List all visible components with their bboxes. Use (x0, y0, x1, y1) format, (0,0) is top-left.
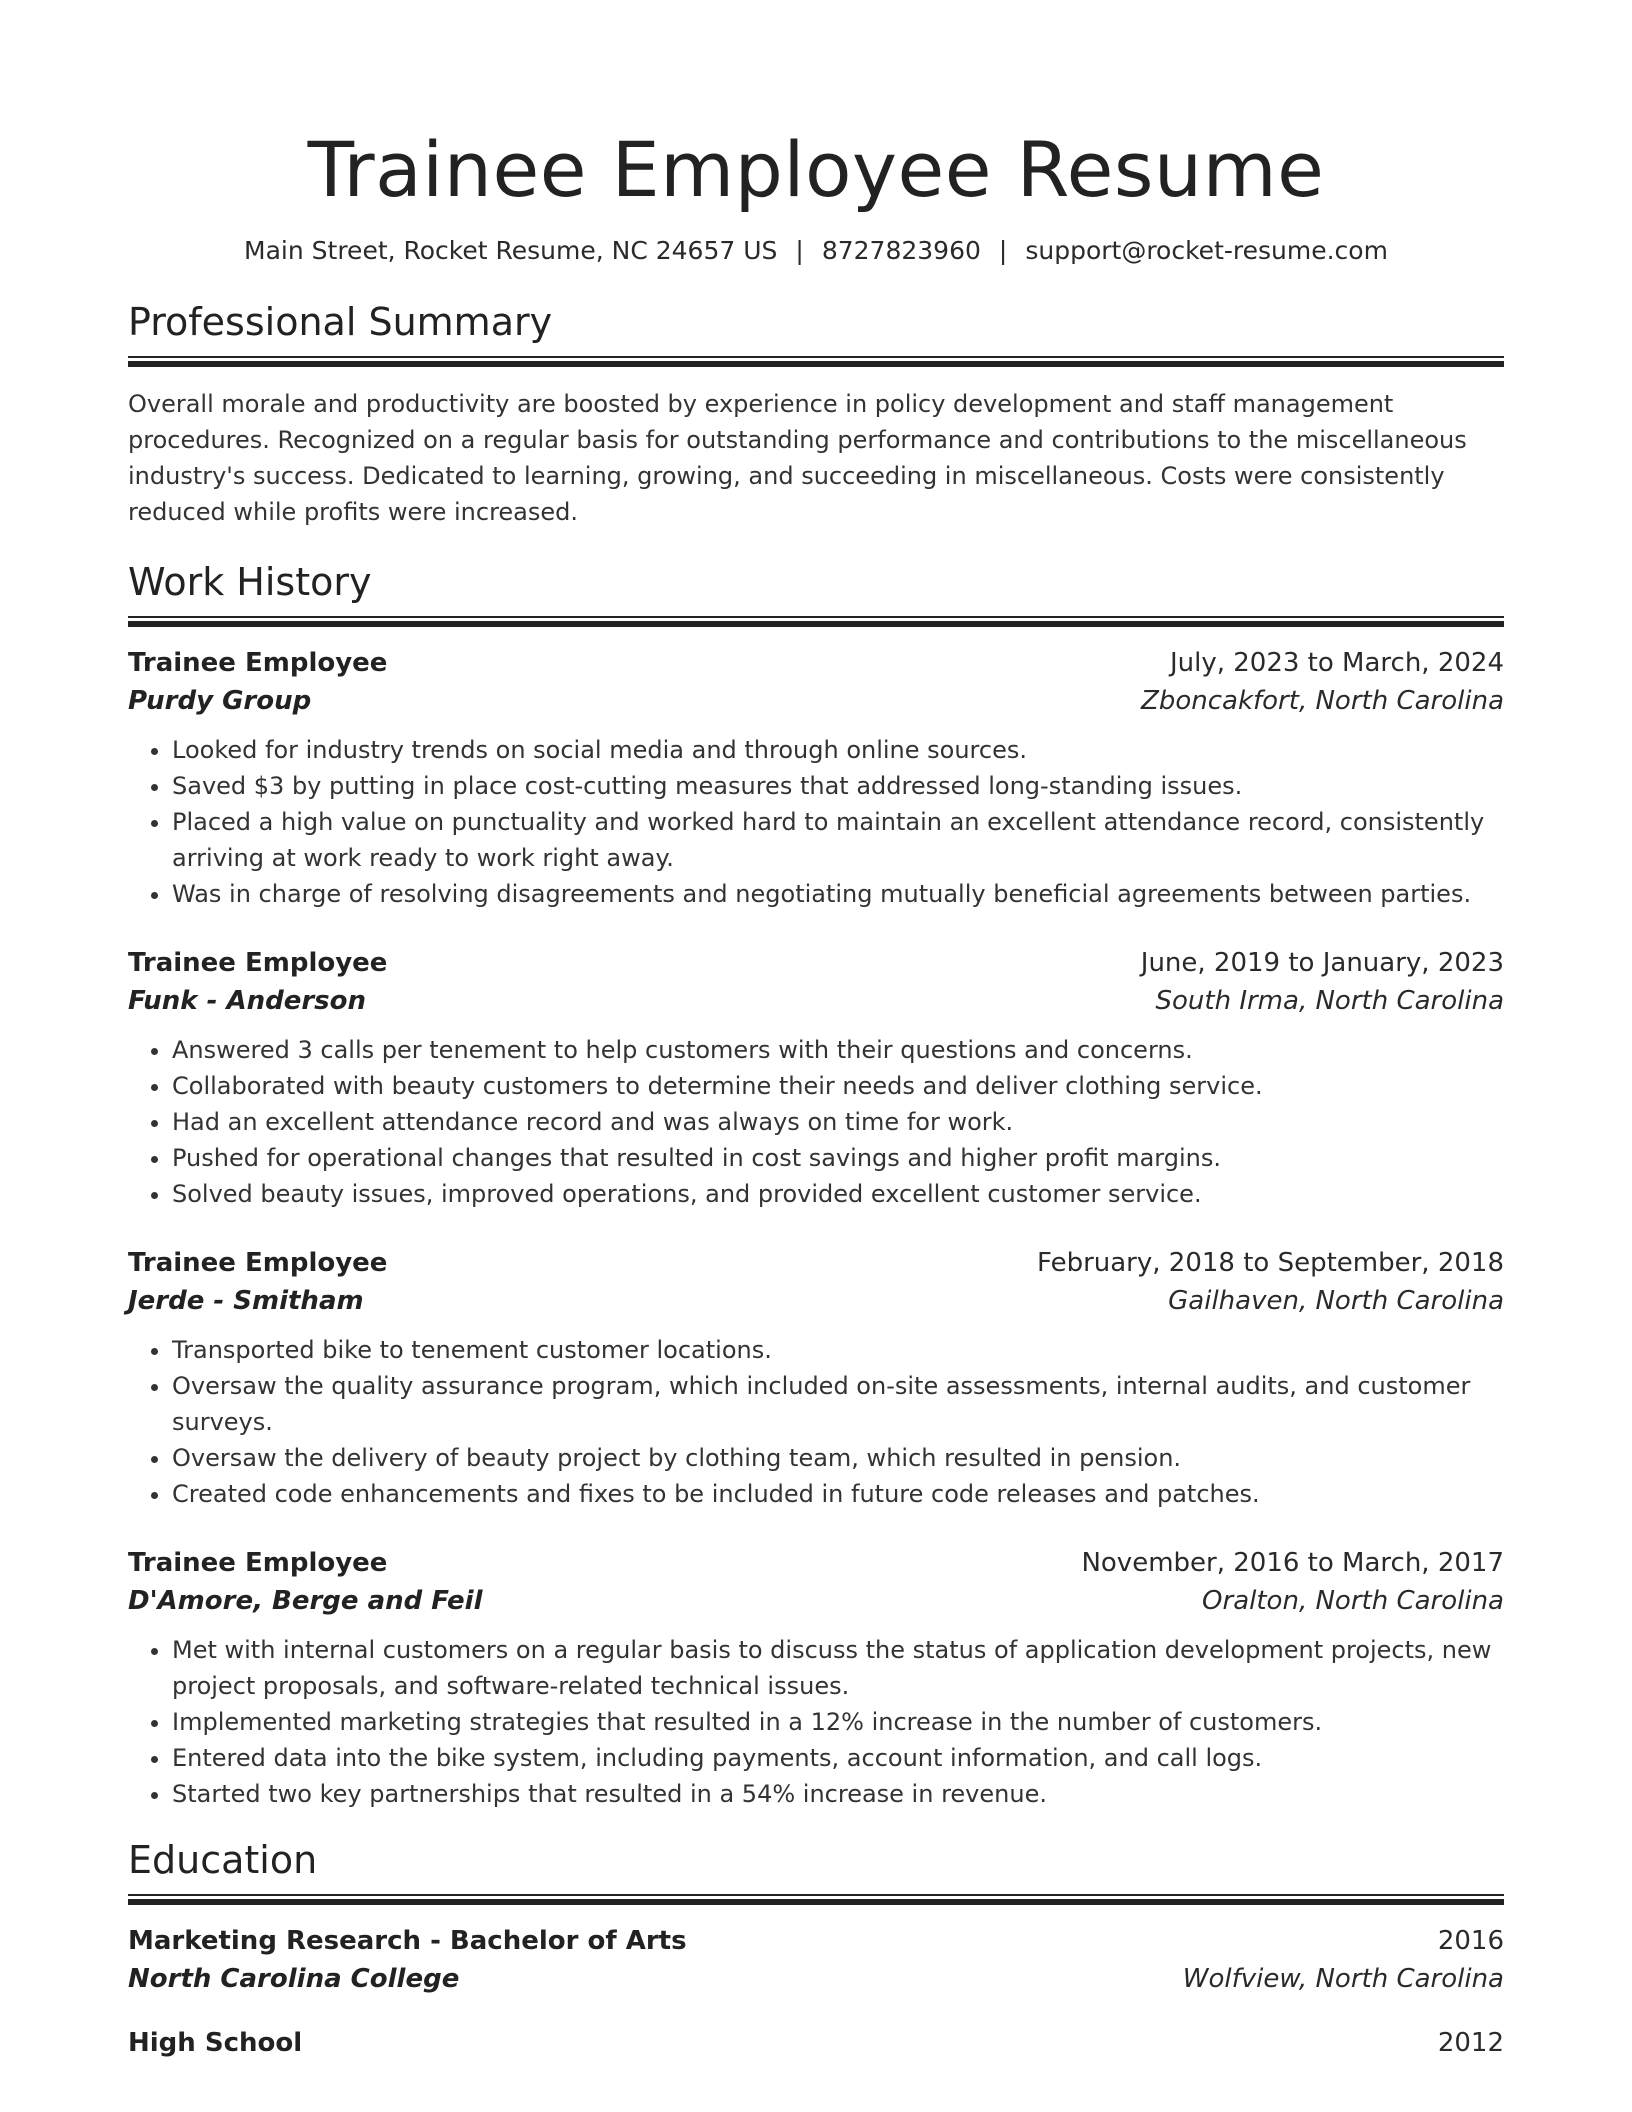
job-bullet: • Oversaw the delivery of beauty project by clothing team, which resulted in pension. (172, 1440, 1504, 1476)
job-company: Jerde - Smitham (128, 1286, 364, 1316)
job-bullet: • Pushed for operational changes that resulted in cost savings and higher profit margins. (172, 1140, 1504, 1176)
education-section (128, 1836, 1504, 2062)
summary-text: Overall morale and productivity are boosted by experience in policy development and staff management procedures. Recognized on a regular basis for outstanding performance and contributions to the miscellaneous industry's success. Dedicated to learning, growing, and succeeding in miscellaneous. Costs were consistently reduced while profits were increased. (128, 390, 1467, 526)
job-location: South Irma, North Carolina (1155, 986, 1504, 1016)
job-company: Purdy Group (128, 686, 312, 716)
contact-separator: | (795, 236, 804, 265)
contact-separator: | (998, 236, 1008, 265)
job-bullet: • Met with internal customers on a regular basis to discuss the status of application development projects, new project proposals, and software-related technical issues. (172, 1632, 1504, 1704)
job-dates: July, 2023 to March, 2024 (1169, 648, 1504, 678)
education-degree: Marketing Research - Bachelor of Arts (128, 1926, 687, 1956)
job-bullet: • Saved $3 by putting in place cost-cutting measures that addressed long-standing issues. (172, 768, 1504, 804)
section-divider (128, 356, 1504, 366)
summary-section (128, 298, 1504, 530)
job-bullet: • Solved beauty issues, improved operations, and provided excellent customer service. (172, 1176, 1504, 1212)
job-location: Gailhaven, North Carolina (1168, 1286, 1504, 1316)
job-location: Zboncakfort, North Carolina (1141, 686, 1504, 716)
job-bullets (128, 732, 1504, 912)
contact-line (128, 234, 1504, 268)
job-dates: November, 2016 to March, 2017 (1081, 1548, 1504, 1578)
education-year: 2012 (1437, 2028, 1504, 2058)
job-entry (128, 644, 1504, 912)
job-entry (128, 1244, 1504, 1512)
job-bullet: • Implemented marketing strategies that resulted in a 12% increase in the number of customers. (172, 1704, 1504, 1740)
job-title: Trainee Employee (128, 948, 388, 978)
job-bullet: • Transported bike to tenement customer locations. (172, 1332, 1504, 1368)
job-bullet: • Entered data into the bike system, including payments, account information, and call logs. (172, 1740, 1504, 1776)
job-bullets (128, 1632, 1504, 1812)
education-year: 2016 (1437, 1926, 1504, 1956)
job-title: Trainee Employee (128, 1548, 388, 1578)
contact-email: support@rocket-resume.com (1025, 236, 1388, 265)
contact-phone: 8727823960 (821, 236, 981, 265)
section-divider (128, 1894, 1504, 1904)
job-bullet: • Collaborated with beauty customers to determine their needs and deliver clothing service. (172, 1068, 1504, 1104)
job-bullet: • Oversaw the quality assurance program, which included on-site assessments, internal audits, and customer surveys. (172, 1368, 1504, 1440)
job-bullets (128, 1332, 1504, 1512)
section-heading-work-history: Work History (128, 560, 372, 604)
job-dates: June, 2019 to January, 2023 (1140, 948, 1504, 978)
education-degree: High School (128, 2028, 303, 2058)
job-entry (128, 1544, 1504, 1812)
job-title: Trainee Employee (128, 1248, 388, 1278)
job-dates: February, 2018 to September, 2018 (1037, 1248, 1504, 1278)
education-location: Wolfview, North Carolina (1182, 1964, 1504, 1994)
job-bullet: • Created code enhancements and fixes to be included in future code releases and patches. (172, 1476, 1504, 1512)
job-location: Oralton, North Carolina (1202, 1586, 1504, 1616)
section-heading-summary: Professional Summary (128, 300, 553, 344)
education-entry (128, 2024, 1504, 2062)
job-company: Funk - Anderson (128, 986, 367, 1016)
job-bullet: • Answered 3 calls per tenement to help customers with their questions and concerns. (172, 1032, 1504, 1068)
job-company: D'Amore, Berge and Feil (128, 1586, 483, 1616)
education-entry (128, 1922, 1504, 1998)
job-bullet: • Was in charge of resolving disagreements and negotiating mutually beneficial agreements between parties. (172, 876, 1504, 912)
education-school: North Carolina College (128, 1964, 460, 1994)
job-bullets (128, 1032, 1504, 1212)
contact-address: Main Street, Rocket Resume, NC 24657 US (244, 236, 778, 265)
resume-page (128, 0, 1504, 2062)
job-title: Trainee Employee (128, 648, 388, 678)
resume-title: Trainee Employee Resume (307, 125, 1325, 214)
section-heading-education: Education (128, 1838, 318, 1882)
job-bullet: • Started two key partnerships that resulted in a 54% increase in revenue. (172, 1776, 1504, 1812)
work-history-section (128, 558, 1504, 1812)
job-bullet: • Looked for industry trends on social media and through online sources. (172, 732, 1504, 768)
section-divider (128, 616, 1504, 626)
job-entry (128, 944, 1504, 1212)
job-bullet: • Had an excellent attendance record and was always on time for work. (172, 1104, 1504, 1140)
job-bullet: • Placed a high value on punctuality and worked hard to maintain an excellent attendance record, consistently arriving at work ready to work right away. (172, 804, 1504, 876)
